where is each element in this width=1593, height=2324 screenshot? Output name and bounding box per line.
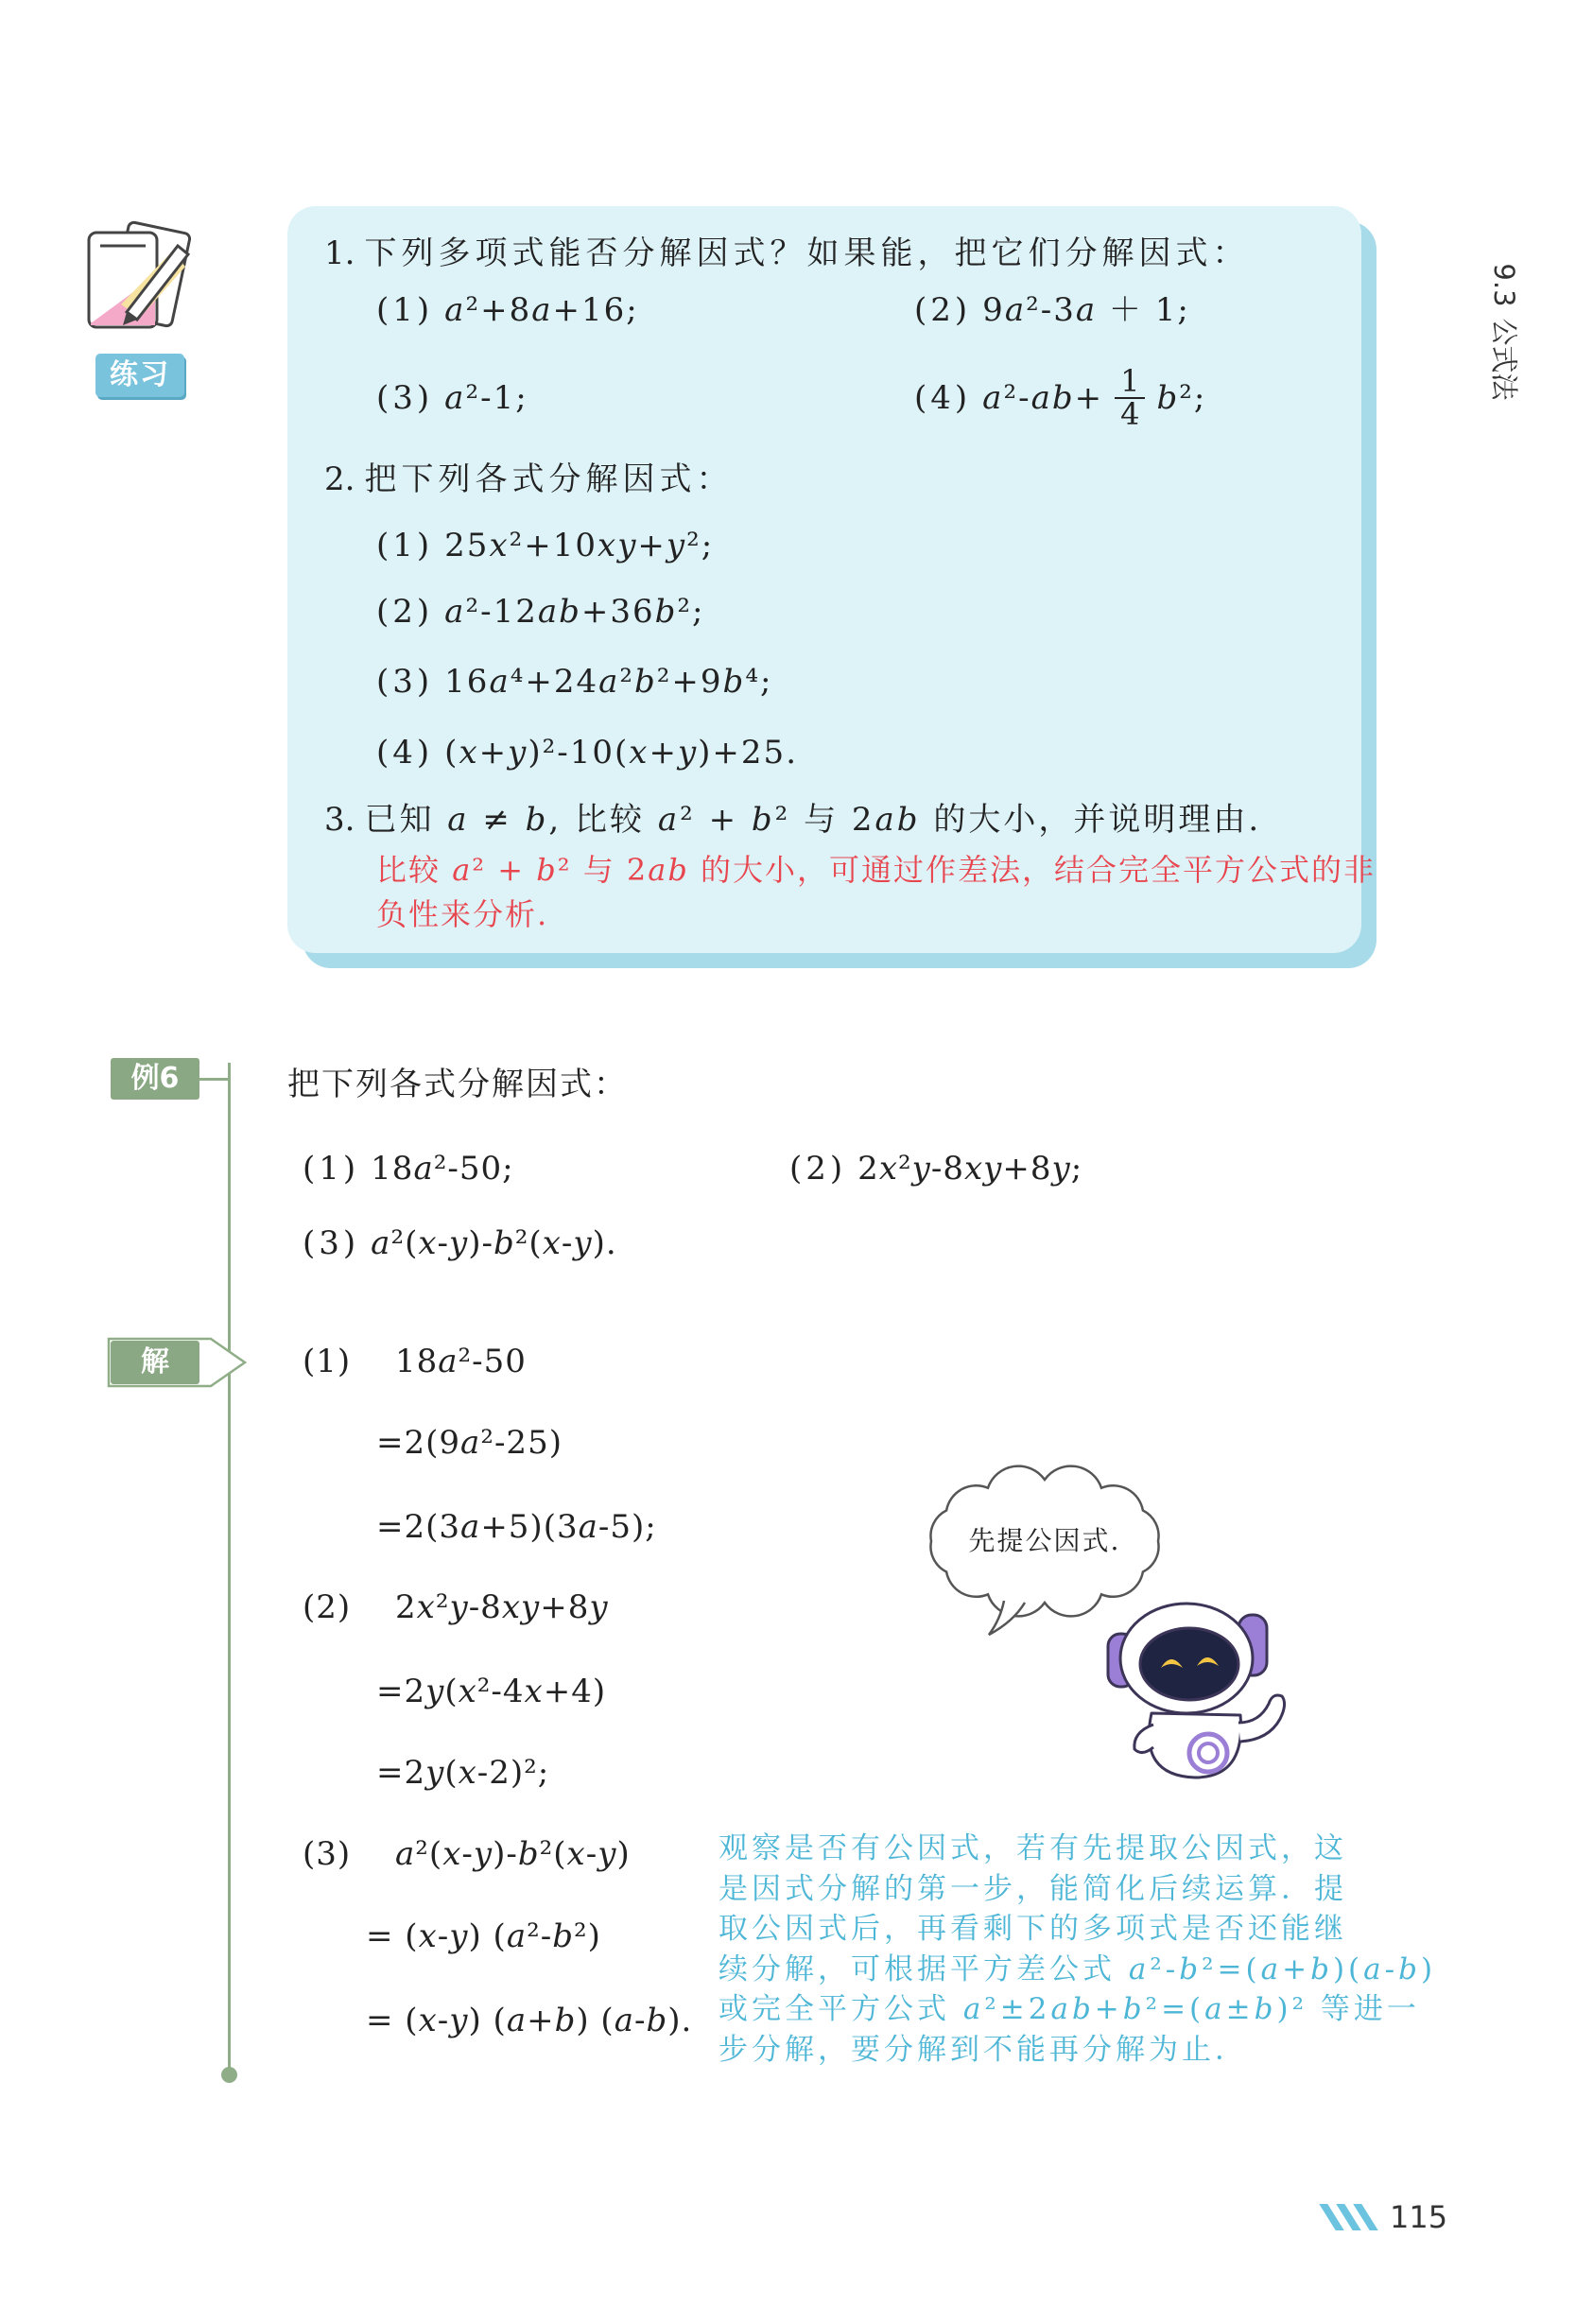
math-variable: a — [444, 291, 466, 329]
solution-part-label: (2) — [303, 1588, 352, 1626]
item-expression: 18a²-50; — [371, 1150, 514, 1188]
math-variable: y — [911, 1150, 931, 1188]
item-label: (3) — [376, 379, 434, 417]
fraction-numerator: 1 — [1115, 366, 1145, 399]
item-label: (1) — [376, 291, 434, 329]
solution-part-label: (1) — [303, 1343, 352, 1380]
math-variable: x — [566, 1835, 586, 1873]
item-expression: a²(x-y)-b²(x-y). — [371, 1224, 617, 1262]
example-item — [303, 1150, 514, 1188]
math-variable: ab — [648, 852, 689, 888]
math-variable: b — [493, 1224, 515, 1262]
solution-line: =2y(x²-4x+4) — [376, 1673, 607, 1710]
math-variable: x — [418, 2002, 438, 2039]
math-variable: b — [525, 801, 549, 839]
practice-item — [376, 527, 714, 564]
practice-question-2 — [324, 460, 733, 498]
math-variable: x — [542, 1224, 562, 1262]
solution-label: 解 — [111, 1341, 199, 1384]
practice-question-3 — [324, 801, 1261, 839]
math-variable: a — [395, 1835, 416, 1873]
math-variable: y — [589, 1588, 609, 1626]
example-rail-end-dot — [221, 2067, 237, 2083]
item-expression: a²-1; — [444, 379, 528, 417]
math-variable: a — [598, 663, 620, 701]
math-variable: b — [634, 663, 657, 701]
chapter-side-tab — [1487, 251, 1521, 412]
section-title: 公式法 — [1488, 318, 1520, 401]
math-variable: b — [552, 1917, 574, 1955]
solution-line: a²(x-y)-b²(x-y) — [395, 1835, 631, 1873]
math-variable: y — [666, 527, 687, 564]
note-line: 是因式分解的第一步，能简化后续运算．提 — [719, 1871, 1347, 1906]
math-variable: y — [1051, 1150, 1071, 1188]
math-variable: a — [1128, 1951, 1151, 1986]
math-variable: xy — [963, 1150, 1003, 1188]
math-variable: ab — [1030, 379, 1075, 417]
math-variable: b — [517, 1835, 540, 1873]
math-variable: y — [449, 2002, 469, 2039]
math-variable: y — [677, 734, 699, 772]
item-expression: 16a⁴+24a²b²+9b⁴; — [444, 663, 773, 701]
practice-item — [376, 593, 705, 631]
solution-line: = (x-y) (a²-b²) — [366, 1917, 601, 1955]
practice-item — [914, 365, 1206, 431]
math-variable: a — [489, 663, 511, 701]
math-variable: a — [531, 291, 553, 329]
math-variable: ab — [1050, 1992, 1095, 2026]
page-number: 115 — [1390, 2199, 1448, 2235]
math-variable: b — [554, 2002, 577, 2039]
solution-line: =2(3a+5)(3a-5); — [376, 1508, 657, 1546]
hint-line: 负性来分析. — [376, 896, 549, 932]
question-number: 2. — [324, 460, 355, 498]
question-number: 3. — [324, 801, 355, 839]
note-line: 观察是否有公因式，若有先提取公因式，这 — [719, 1831, 1347, 1865]
math-variable: ab — [874, 801, 921, 839]
math-variable: x — [458, 1754, 477, 1792]
math-variable: y — [425, 1754, 445, 1792]
math-variable: a — [1004, 291, 1027, 329]
math-variable: a — [413, 1150, 434, 1188]
math-variable: y — [597, 1835, 617, 1873]
math-variable: a — [1075, 291, 1098, 329]
example-item — [789, 1150, 1082, 1188]
hint-line: 比较 a² + b² 与 2ab 的大小，可通过作差法，结合完全平方公式的非 — [376, 852, 1377, 888]
item-expression: (x+y)²-10(x+y)+25. — [444, 734, 798, 772]
note-line: 或完全平方公式 a²±2ab+b²=(a±b)² 等进一 — [719, 1992, 1420, 2026]
item-expression: a²-12ab+36b²; — [444, 593, 705, 631]
practice-label: 练习 — [95, 354, 184, 397]
question-text: 下列多项式能否分解因式？如果能，把它们分解因式： — [364, 234, 1250, 272]
practice-item — [914, 291, 1190, 329]
section-number: 9.3 — [1488, 263, 1520, 307]
question-number: 1. — [324, 234, 355, 272]
item-expression: 9a²-3a ＋ 1; — [982, 291, 1190, 329]
math-variable: x — [629, 734, 649, 772]
item-label: (1) — [376, 527, 434, 564]
math-variable: a — [962, 1992, 985, 2026]
math-variable: a — [444, 593, 466, 631]
math-variable: b — [1254, 1992, 1277, 2026]
bubble-text: 先提公因式. — [968, 1525, 1121, 1556]
math-variable: b — [536, 852, 558, 888]
math-variable: x — [524, 1673, 544, 1710]
robot-mascot-icon — [1097, 1581, 1314, 1789]
math-variable: y — [573, 1224, 593, 1262]
math-variable: a — [444, 379, 466, 417]
math-variable: a — [1204, 1992, 1226, 2026]
item-expression: 2x²y-8xy+8y; — [857, 1150, 1083, 1188]
math-variable: a — [578, 1508, 598, 1546]
note-line: 续分解，可根据平方差公式 a²-b²=(a+b)(a-b) — [719, 1951, 1437, 1986]
math-variable: x — [458, 1673, 477, 1710]
math-variable: b — [1122, 1992, 1146, 2026]
math-variable: b — [646, 2002, 668, 2039]
math-variable: x — [878, 1150, 898, 1188]
example-rail-connector — [199, 1078, 230, 1081]
math-variable: b — [1310, 1951, 1333, 1986]
math-variable: a — [982, 379, 1004, 417]
example-label: 例6 — [111, 1058, 199, 1100]
item-expression: 25x²+10xy+y²; — [444, 527, 715, 564]
math-variable: xy — [597, 527, 638, 564]
math-variable: b — [1156, 379, 1180, 417]
item-expression: a²-ab+ — [982, 379, 1104, 417]
math-variable: a — [1363, 1951, 1385, 1986]
item-label: (4) — [376, 734, 434, 772]
solution-part-label: (3) — [303, 1835, 352, 1873]
item-label: (2) — [376, 593, 434, 631]
math-variable: y — [508, 734, 528, 772]
math-variable: a — [506, 2002, 528, 2039]
item-label: (1) — [303, 1150, 360, 1188]
math-variable: b — [1179, 1951, 1203, 1986]
math-variable: x — [442, 1835, 462, 1873]
solution-note — [719, 1829, 1436, 2070]
example-rail — [228, 1063, 231, 2074]
solution-line: =2y(x-2)²; — [376, 1754, 550, 1792]
note-line: 取公因式后，再看剩下的多项式是否还能继 — [719, 1912, 1347, 1946]
math-variable: xy — [501, 1588, 541, 1626]
example-item — [303, 1224, 617, 1262]
item-expression: a²+8a+16; — [444, 291, 639, 329]
item-label: (2) — [789, 1150, 847, 1188]
question-text: 已知 a ≠ b, 比较 a² + b² 与 2ab 的大小，并说明理由. — [364, 801, 1262, 839]
math-variable: y — [449, 1588, 469, 1626]
math-variable: b — [751, 801, 775, 839]
note-line: 步分解，要分解到不能再分解为止． — [719, 2032, 1248, 2067]
notebook-pencil-icon — [79, 217, 197, 345]
math-variable: y — [449, 1224, 469, 1262]
math-variable: x — [418, 1224, 438, 1262]
math-variable: a — [506, 1917, 528, 1955]
item-label: (4) — [914, 379, 972, 417]
fraction — [1115, 363, 1145, 432]
practice-item — [376, 734, 798, 772]
math-variable: y — [425, 1673, 445, 1710]
math-variable: a — [657, 801, 681, 839]
item-expression: b²; — [1156, 379, 1207, 417]
item-label: (2) — [914, 291, 972, 329]
solution-line: 18a²-50 — [395, 1343, 527, 1380]
practice-question-1 — [324, 234, 1249, 272]
math-variable: y — [449, 1917, 469, 1955]
item-label: (3) — [376, 663, 434, 701]
example-prompt: 把下列各式分解因式： — [287, 1066, 628, 1103]
math-variable: a — [1260, 1951, 1283, 1986]
math-variable: x — [416, 1588, 436, 1626]
math-variable: ab — [537, 593, 581, 631]
math-variable: a — [460, 1508, 481, 1546]
fraction-denominator: 4 — [1120, 396, 1140, 432]
math-variable: b — [1398, 1951, 1421, 1986]
practice-item — [376, 291, 639, 329]
math-variable: a — [460, 1424, 481, 1462]
math-variable: a — [447, 801, 470, 839]
math-variable: x — [489, 527, 510, 564]
solution-line: =2(9a²-25) — [376, 1424, 563, 1462]
math-variable: a — [438, 1343, 459, 1380]
solution-line: 2x²y-8xy+8y — [395, 1588, 609, 1626]
math-variable: b — [654, 593, 678, 631]
math-variable: a — [614, 2002, 634, 2039]
item-label: (3) — [303, 1224, 360, 1262]
math-variable: a — [371, 1224, 391, 1262]
math-variable: a — [452, 852, 473, 888]
math-variable: y — [473, 1835, 493, 1873]
solution-line: = (x-y) (a+b) (a-b). — [366, 2002, 693, 2039]
practice-item — [376, 365, 528, 431]
math-variable: x — [459, 734, 479, 772]
question-text: 把下列各式分解因式： — [364, 460, 734, 498]
math-variable: x — [418, 1917, 438, 1955]
math-variable: b — [722, 663, 746, 701]
practice-item — [376, 663, 772, 701]
